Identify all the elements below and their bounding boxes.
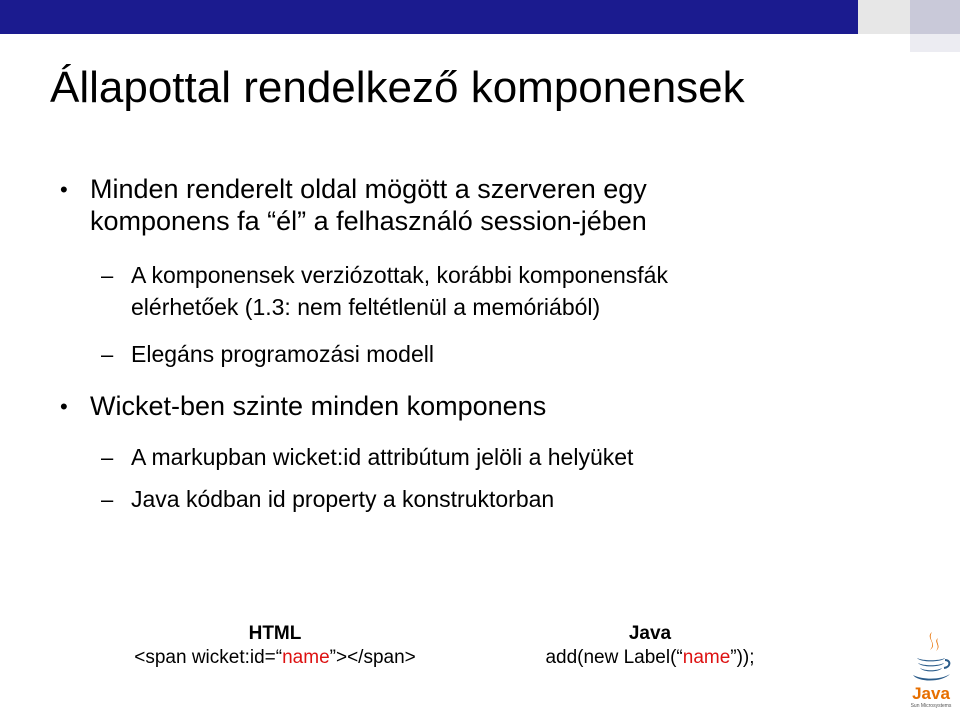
decor-square xyxy=(910,0,960,34)
html-example-code xyxy=(95,646,455,670)
java-coffee-cup-icon xyxy=(905,628,957,710)
java-code-pre: add(new Label(“ xyxy=(545,647,683,668)
dash-icon: – xyxy=(101,263,114,288)
decor-square xyxy=(910,34,960,52)
dash-icon: – xyxy=(101,487,114,512)
title-bar-band xyxy=(0,0,960,34)
bullet-1-line-1: Minden renderelt oldal mögött a szerveren egy xyxy=(90,174,647,204)
html-code-pre: <span wicket:id=“ xyxy=(134,647,283,668)
bullet-2-line-1: Wicket-ben szinte minden komponens xyxy=(90,391,547,421)
java-example-code xyxy=(510,646,790,670)
java-example-heading: Java xyxy=(628,623,672,644)
html-code-highlight: name xyxy=(282,647,330,668)
sub-bullet-2-1: A markupban wicket:id attribútum jelöli a helyüket xyxy=(131,444,634,470)
java-code-highlight: name xyxy=(682,647,731,668)
java-logo-subtext: Sun Microsystems xyxy=(910,703,952,709)
bullet-1-line-2: komponens fa “él” a felhasználó session-jében xyxy=(90,206,647,236)
java-code-post: ”)); xyxy=(730,647,755,668)
bullet-icon: • xyxy=(60,394,68,419)
bullet-icon: • xyxy=(60,177,68,202)
dash-icon: – xyxy=(101,445,114,470)
decor-square xyxy=(858,0,910,34)
sub-bullet-1-2: Elegáns programozási modell xyxy=(131,341,434,367)
sub-bullet-1-1-line-2: elérhetőek (1.3: nem feltétlenül a memóriából) xyxy=(131,294,601,320)
slide-title: Állapottal rendelkező komponensek xyxy=(50,63,745,112)
dash-icon: – xyxy=(101,342,114,367)
sub-bullet-2-2: Java kódban id property a konstruktorban xyxy=(131,486,555,512)
sub-bullet-1-1-line-1: A komponensek verziózottak, korábbi komponensfák xyxy=(131,262,668,288)
java-example xyxy=(510,622,790,670)
java-logo-text: Java xyxy=(912,684,950,703)
html-example-heading: HTML xyxy=(248,623,302,644)
html-example xyxy=(95,622,455,670)
html-code-post: ”></span> xyxy=(329,647,416,668)
